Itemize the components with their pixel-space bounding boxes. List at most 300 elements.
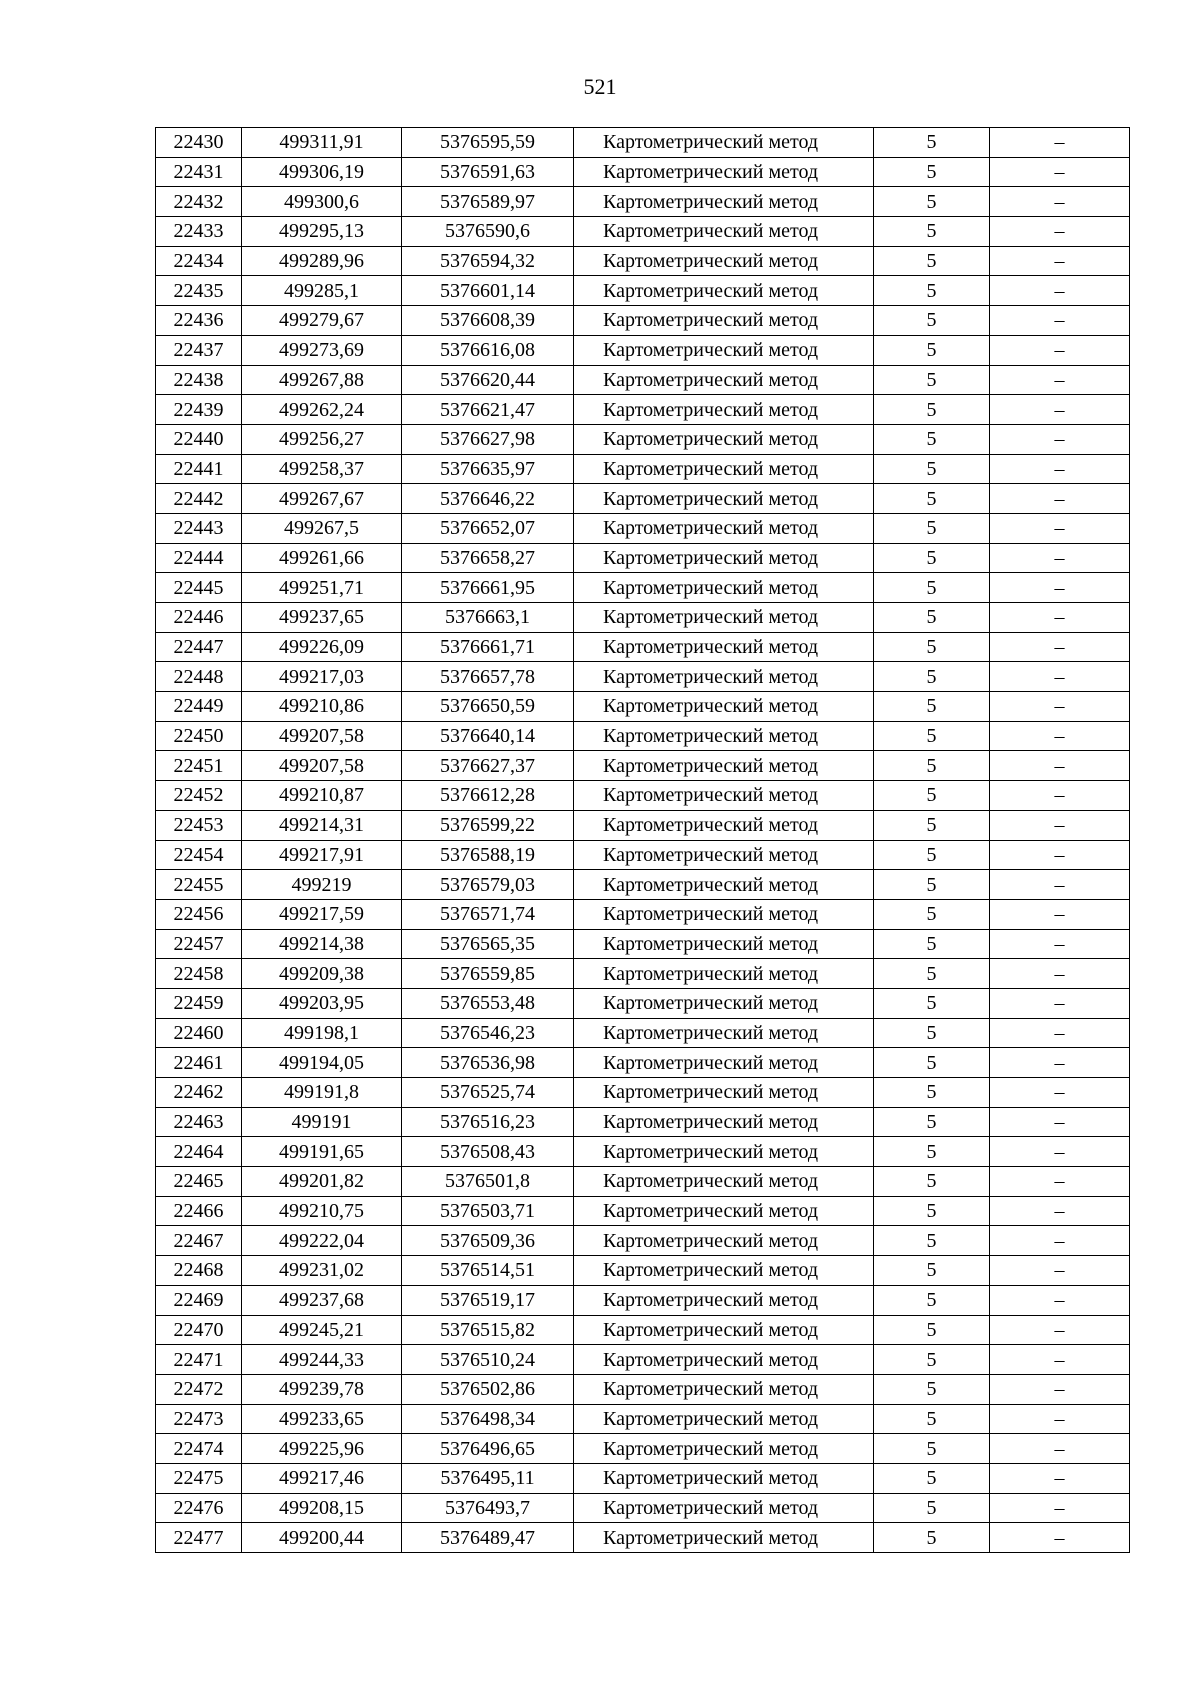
table-row xyxy=(156,543,1130,573)
y-coordinate-cell: 5376559,85 xyxy=(402,959,574,989)
accuracy-cell: 5 xyxy=(874,899,990,929)
table-row xyxy=(156,1493,1130,1523)
method-cell: Картометрический метод xyxy=(574,1493,874,1523)
table-row xyxy=(156,1256,1130,1286)
x-coordinate-cell: 499237,65 xyxy=(242,603,402,633)
method-cell: Картометрический метод xyxy=(574,424,874,454)
method-cell: Картометрический метод xyxy=(574,840,874,870)
x-coordinate-cell: 499219 xyxy=(242,870,402,900)
table-row xyxy=(156,1285,1130,1315)
table-row xyxy=(156,454,1130,484)
y-coordinate-cell: 5376516,23 xyxy=(402,1107,574,1137)
point-number-cell: 22460 xyxy=(156,1018,242,1048)
y-coordinate-cell: 5376616,08 xyxy=(402,335,574,365)
x-coordinate-cell: 499267,88 xyxy=(242,365,402,395)
y-coordinate-cell: 5376498,34 xyxy=(402,1404,574,1434)
accuracy-cell: 5 xyxy=(874,1018,990,1048)
method-cell: Картометрический метод xyxy=(574,1167,874,1197)
method-cell: Картометрический метод xyxy=(574,810,874,840)
point-number-cell: 22433 xyxy=(156,217,242,247)
y-coordinate-cell: 5376595,59 xyxy=(402,128,574,158)
x-coordinate-cell: 499209,38 xyxy=(242,959,402,989)
x-coordinate-cell: 499198,1 xyxy=(242,1018,402,1048)
point-number-cell: 22476 xyxy=(156,1493,242,1523)
table-row xyxy=(156,1167,1130,1197)
table-row xyxy=(156,840,1130,870)
accuracy-cell: 5 xyxy=(874,692,990,722)
x-coordinate-cell: 499267,67 xyxy=(242,484,402,514)
method-cell: Картометрический метод xyxy=(574,1315,874,1345)
x-coordinate-cell: 499191,8 xyxy=(242,1078,402,1108)
description-cell: – xyxy=(990,187,1130,217)
x-coordinate-cell: 499258,37 xyxy=(242,454,402,484)
method-cell: Картометрический метод xyxy=(574,395,874,425)
accuracy-cell: 5 xyxy=(874,573,990,603)
method-cell: Картометрический метод xyxy=(574,1196,874,1226)
x-coordinate-cell: 499210,86 xyxy=(242,692,402,722)
y-coordinate-cell: 5376502,86 xyxy=(402,1374,574,1404)
table-row xyxy=(156,959,1130,989)
method-cell: Картометрический метод xyxy=(574,157,874,187)
accuracy-cell: 5 xyxy=(874,870,990,900)
description-cell: – xyxy=(990,840,1130,870)
table-row xyxy=(156,899,1130,929)
accuracy-cell: 5 xyxy=(874,1256,990,1286)
accuracy-cell: 5 xyxy=(874,929,990,959)
point-number-cell: 22467 xyxy=(156,1226,242,1256)
coordinates-table xyxy=(155,127,1130,1553)
description-cell: – xyxy=(990,988,1130,1018)
method-cell: Картометрический метод xyxy=(574,632,874,662)
method-cell: Картометрический метод xyxy=(574,217,874,247)
x-coordinate-cell: 499203,95 xyxy=(242,988,402,1018)
y-coordinate-cell: 5376519,17 xyxy=(402,1285,574,1315)
accuracy-cell: 5 xyxy=(874,365,990,395)
y-coordinate-cell: 5376621,47 xyxy=(402,395,574,425)
y-coordinate-cell: 5376489,47 xyxy=(402,1523,574,1553)
accuracy-cell: 5 xyxy=(874,424,990,454)
accuracy-cell: 5 xyxy=(874,543,990,573)
accuracy-cell: 5 xyxy=(874,1107,990,1137)
x-coordinate-cell: 499239,78 xyxy=(242,1374,402,1404)
accuracy-cell: 5 xyxy=(874,513,990,543)
x-coordinate-cell: 499210,87 xyxy=(242,781,402,811)
accuracy-cell: 5 xyxy=(874,959,990,989)
description-cell: – xyxy=(990,424,1130,454)
description-cell: – xyxy=(990,899,1130,929)
table-row xyxy=(156,306,1130,336)
point-number-cell: 22446 xyxy=(156,603,242,633)
method-cell: Картометрический метод xyxy=(574,365,874,395)
x-coordinate-cell: 499311,91 xyxy=(242,128,402,158)
description-cell: – xyxy=(990,246,1130,276)
x-coordinate-cell: 499191 xyxy=(242,1107,402,1137)
method-cell: Картометрический метод xyxy=(574,1523,874,1553)
table-row xyxy=(156,1434,1130,1464)
x-coordinate-cell: 499231,02 xyxy=(242,1256,402,1286)
table-row xyxy=(156,1523,1130,1553)
point-number-cell: 22458 xyxy=(156,959,242,989)
method-cell: Картометрический метод xyxy=(574,1404,874,1434)
accuracy-cell: 5 xyxy=(874,1226,990,1256)
page-number: 521 xyxy=(583,74,617,99)
accuracy-cell: 5 xyxy=(874,603,990,633)
point-number-cell: 22450 xyxy=(156,721,242,751)
y-coordinate-cell: 5376608,39 xyxy=(402,306,574,336)
point-number-cell: 22440 xyxy=(156,424,242,454)
method-cell: Картометрический метод xyxy=(574,454,874,484)
y-coordinate-cell: 5376646,22 xyxy=(402,484,574,514)
x-coordinate-cell: 499222,04 xyxy=(242,1226,402,1256)
method-cell: Картометрический метод xyxy=(574,513,874,543)
table-row xyxy=(156,662,1130,692)
description-cell: – xyxy=(990,1018,1130,1048)
table-row xyxy=(156,1374,1130,1404)
table-row xyxy=(156,217,1130,247)
x-coordinate-cell: 499225,96 xyxy=(242,1434,402,1464)
description-cell: – xyxy=(990,335,1130,365)
description-cell: – xyxy=(990,781,1130,811)
y-coordinate-cell: 5376657,78 xyxy=(402,662,574,692)
x-coordinate-cell: 499217,03 xyxy=(242,662,402,692)
x-coordinate-cell: 499201,82 xyxy=(242,1167,402,1197)
method-cell: Картометрический метод xyxy=(574,187,874,217)
point-number-cell: 22441 xyxy=(156,454,242,484)
point-number-cell: 22449 xyxy=(156,692,242,722)
y-coordinate-cell: 5376515,82 xyxy=(402,1315,574,1345)
y-coordinate-cell: 5376571,74 xyxy=(402,899,574,929)
point-number-cell: 22432 xyxy=(156,187,242,217)
point-number-cell: 22462 xyxy=(156,1078,242,1108)
description-cell: – xyxy=(990,306,1130,336)
method-cell: Картометрический метод xyxy=(574,1256,874,1286)
method-cell: Картометрический метод xyxy=(574,662,874,692)
description-cell: – xyxy=(990,454,1130,484)
table-row xyxy=(156,484,1130,514)
accuracy-cell: 5 xyxy=(874,128,990,158)
method-cell: Картометрический метод xyxy=(574,1374,874,1404)
table-row xyxy=(156,1048,1130,1078)
x-coordinate-cell: 499191,65 xyxy=(242,1137,402,1167)
method-cell: Картометрический метод xyxy=(574,484,874,514)
table-row xyxy=(156,1196,1130,1226)
accuracy-cell: 5 xyxy=(874,1374,990,1404)
accuracy-cell: 5 xyxy=(874,751,990,781)
method-cell: Картометрический метод xyxy=(574,1226,874,1256)
y-coordinate-cell: 5376663,1 xyxy=(402,603,574,633)
table-row xyxy=(156,1226,1130,1256)
table-row xyxy=(156,929,1130,959)
x-coordinate-cell: 499245,21 xyxy=(242,1315,402,1345)
description-cell: – xyxy=(990,1493,1130,1523)
y-coordinate-cell: 5376493,7 xyxy=(402,1493,574,1523)
point-number-cell: 22469 xyxy=(156,1285,242,1315)
description-cell: – xyxy=(990,632,1130,662)
table-row xyxy=(156,632,1130,662)
table-row xyxy=(156,246,1130,276)
description-cell: – xyxy=(990,1434,1130,1464)
table-row xyxy=(156,781,1130,811)
x-coordinate-cell: 499207,58 xyxy=(242,751,402,781)
method-cell: Картометрический метод xyxy=(574,751,874,781)
point-number-cell: 22461 xyxy=(156,1048,242,1078)
y-coordinate-cell: 5376579,03 xyxy=(402,870,574,900)
point-number-cell: 22463 xyxy=(156,1107,242,1137)
x-coordinate-cell: 499200,44 xyxy=(242,1523,402,1553)
y-coordinate-cell: 5376620,44 xyxy=(402,365,574,395)
table-row xyxy=(156,692,1130,722)
point-number-cell: 22431 xyxy=(156,157,242,187)
description-cell: – xyxy=(990,513,1130,543)
x-coordinate-cell: 499279,67 xyxy=(242,306,402,336)
point-number-cell: 22445 xyxy=(156,573,242,603)
accuracy-cell: 5 xyxy=(874,1493,990,1523)
point-number-cell: 22430 xyxy=(156,128,242,158)
y-coordinate-cell: 5376496,65 xyxy=(402,1434,574,1464)
table-row xyxy=(156,424,1130,454)
y-coordinate-cell: 5376546,23 xyxy=(402,1018,574,1048)
y-coordinate-cell: 5376627,37 xyxy=(402,751,574,781)
point-number-cell: 22444 xyxy=(156,543,242,573)
x-coordinate-cell: 499273,69 xyxy=(242,335,402,365)
description-cell: – xyxy=(990,276,1130,306)
description-cell: – xyxy=(990,603,1130,633)
description-cell: – xyxy=(990,929,1130,959)
y-coordinate-cell: 5376635,97 xyxy=(402,454,574,484)
y-coordinate-cell: 5376590,6 xyxy=(402,217,574,247)
accuracy-cell: 5 xyxy=(874,246,990,276)
accuracy-cell: 5 xyxy=(874,1315,990,1345)
accuracy-cell: 5 xyxy=(874,988,990,1018)
point-number-cell: 22436 xyxy=(156,306,242,336)
table-row xyxy=(156,128,1130,158)
table-row xyxy=(156,335,1130,365)
y-coordinate-cell: 5376591,63 xyxy=(402,157,574,187)
accuracy-cell: 5 xyxy=(874,1345,990,1375)
description-cell: – xyxy=(990,128,1130,158)
description-cell: – xyxy=(990,810,1130,840)
point-number-cell: 22453 xyxy=(156,810,242,840)
table-row xyxy=(156,395,1130,425)
accuracy-cell: 5 xyxy=(874,1463,990,1493)
method-cell: Картометрический метод xyxy=(574,128,874,158)
point-number-cell: 22456 xyxy=(156,899,242,929)
x-coordinate-cell: 499217,91 xyxy=(242,840,402,870)
accuracy-cell: 5 xyxy=(874,395,990,425)
x-coordinate-cell: 499262,24 xyxy=(242,395,402,425)
y-coordinate-cell: 5376627,98 xyxy=(402,424,574,454)
table-row xyxy=(156,1463,1130,1493)
table-body xyxy=(156,128,1130,1553)
description-cell: – xyxy=(990,1196,1130,1226)
y-coordinate-cell: 5376553,48 xyxy=(402,988,574,1018)
method-cell: Картометрический метод xyxy=(574,692,874,722)
table-row xyxy=(156,603,1130,633)
method-cell: Картометрический метод xyxy=(574,959,874,989)
method-cell: Картометрический метод xyxy=(574,335,874,365)
method-cell: Картометрический метод xyxy=(574,573,874,603)
y-coordinate-cell: 5376514,51 xyxy=(402,1256,574,1286)
x-coordinate-cell: 499306,19 xyxy=(242,157,402,187)
x-coordinate-cell: 499261,66 xyxy=(242,543,402,573)
point-number-cell: 22443 xyxy=(156,513,242,543)
description-cell: – xyxy=(990,1107,1130,1137)
x-coordinate-cell: 499295,13 xyxy=(242,217,402,247)
point-number-cell: 22464 xyxy=(156,1137,242,1167)
accuracy-cell: 5 xyxy=(874,781,990,811)
description-cell: – xyxy=(990,395,1130,425)
point-number-cell: 22437 xyxy=(156,335,242,365)
y-coordinate-cell: 5376601,14 xyxy=(402,276,574,306)
x-coordinate-cell: 499214,38 xyxy=(242,929,402,959)
table-row xyxy=(156,1078,1130,1108)
point-number-cell: 22452 xyxy=(156,781,242,811)
accuracy-cell: 5 xyxy=(874,484,990,514)
table-row xyxy=(156,276,1130,306)
description-cell: – xyxy=(990,1285,1130,1315)
accuracy-cell: 5 xyxy=(874,187,990,217)
point-number-cell: 22475 xyxy=(156,1463,242,1493)
description-cell: – xyxy=(990,1463,1130,1493)
x-coordinate-cell: 499210,75 xyxy=(242,1196,402,1226)
table-row xyxy=(156,365,1130,395)
method-cell: Картометрический метод xyxy=(574,543,874,573)
point-number-cell: 22472 xyxy=(156,1374,242,1404)
description-cell: – xyxy=(990,157,1130,187)
method-cell: Картометрический метод xyxy=(574,1137,874,1167)
y-coordinate-cell: 5376525,74 xyxy=(402,1078,574,1108)
x-coordinate-cell: 499233,65 xyxy=(242,1404,402,1434)
point-number-cell: 22448 xyxy=(156,662,242,692)
table-row xyxy=(156,751,1130,781)
point-number-cell: 22447 xyxy=(156,632,242,662)
table-row xyxy=(156,1404,1130,1434)
table-row xyxy=(156,1345,1130,1375)
y-coordinate-cell: 5376503,71 xyxy=(402,1196,574,1226)
accuracy-cell: 5 xyxy=(874,1285,990,1315)
method-cell: Картометрический метод xyxy=(574,870,874,900)
y-coordinate-cell: 5376640,14 xyxy=(402,721,574,751)
table-row xyxy=(156,870,1130,900)
method-cell: Картометрический метод xyxy=(574,1018,874,1048)
y-coordinate-cell: 5376599,22 xyxy=(402,810,574,840)
point-number-cell: 22459 xyxy=(156,988,242,1018)
x-coordinate-cell: 499207,58 xyxy=(242,721,402,751)
method-cell: Картометрический метод xyxy=(574,246,874,276)
point-number-cell: 22457 xyxy=(156,929,242,959)
x-coordinate-cell: 499226,09 xyxy=(242,632,402,662)
table-row xyxy=(156,187,1130,217)
accuracy-cell: 5 xyxy=(874,335,990,365)
x-coordinate-cell: 499267,5 xyxy=(242,513,402,543)
description-cell: – xyxy=(990,1374,1130,1404)
point-number-cell: 22468 xyxy=(156,1256,242,1286)
description-cell: – xyxy=(990,1315,1130,1345)
x-coordinate-cell: 499217,59 xyxy=(242,899,402,929)
point-number-cell: 22455 xyxy=(156,870,242,900)
method-cell: Картометрический метод xyxy=(574,781,874,811)
description-cell: – xyxy=(990,1137,1130,1167)
description-cell: – xyxy=(990,1226,1130,1256)
accuracy-cell: 5 xyxy=(874,1167,990,1197)
y-coordinate-cell: 5376661,71 xyxy=(402,632,574,662)
method-cell: Картометрический метод xyxy=(574,899,874,929)
accuracy-cell: 5 xyxy=(874,454,990,484)
accuracy-cell: 5 xyxy=(874,1137,990,1167)
x-coordinate-cell: 499208,15 xyxy=(242,1493,402,1523)
point-number-cell: 22473 xyxy=(156,1404,242,1434)
description-cell: – xyxy=(990,692,1130,722)
method-cell: Картометрический метод xyxy=(574,1434,874,1464)
accuracy-cell: 5 xyxy=(874,276,990,306)
point-number-cell: 22470 xyxy=(156,1315,242,1345)
y-coordinate-cell: 5376536,98 xyxy=(402,1048,574,1078)
table-row xyxy=(156,1107,1130,1137)
accuracy-cell: 5 xyxy=(874,157,990,187)
point-number-cell: 22442 xyxy=(156,484,242,514)
y-coordinate-cell: 5376658,27 xyxy=(402,543,574,573)
description-cell: – xyxy=(990,1167,1130,1197)
y-coordinate-cell: 5376588,19 xyxy=(402,840,574,870)
method-cell: Картометрический метод xyxy=(574,276,874,306)
y-coordinate-cell: 5376510,24 xyxy=(402,1345,574,1375)
accuracy-cell: 5 xyxy=(874,1434,990,1464)
method-cell: Картометрический метод xyxy=(574,1107,874,1137)
point-number-cell: 22438 xyxy=(156,365,242,395)
point-number-cell: 22471 xyxy=(156,1345,242,1375)
method-cell: Картометрический метод xyxy=(574,1463,874,1493)
x-coordinate-cell: 499237,68 xyxy=(242,1285,402,1315)
point-number-cell: 22477 xyxy=(156,1523,242,1553)
description-cell: – xyxy=(990,1523,1130,1553)
y-coordinate-cell: 5376509,36 xyxy=(402,1226,574,1256)
accuracy-cell: 5 xyxy=(874,662,990,692)
description-cell: – xyxy=(990,1078,1130,1108)
table-row xyxy=(156,1315,1130,1345)
y-coordinate-cell: 5376661,95 xyxy=(402,573,574,603)
y-coordinate-cell: 5376650,59 xyxy=(402,692,574,722)
description-cell: – xyxy=(990,543,1130,573)
description-cell: – xyxy=(990,573,1130,603)
x-coordinate-cell: 499194,05 xyxy=(242,1048,402,1078)
y-coordinate-cell: 5376594,32 xyxy=(402,246,574,276)
method-cell: Картометрический метод xyxy=(574,1078,874,1108)
x-coordinate-cell: 499214,31 xyxy=(242,810,402,840)
point-number-cell: 22454 xyxy=(156,840,242,870)
table-row xyxy=(156,988,1130,1018)
description-cell: – xyxy=(990,1256,1130,1286)
description-cell: – xyxy=(990,1345,1130,1375)
method-cell: Картометрический метод xyxy=(574,1048,874,1078)
x-coordinate-cell: 499285,1 xyxy=(242,276,402,306)
method-cell: Картометрический метод xyxy=(574,603,874,633)
accuracy-cell: 5 xyxy=(874,1523,990,1553)
x-coordinate-cell: 499300,6 xyxy=(242,187,402,217)
point-number-cell: 22451 xyxy=(156,751,242,781)
method-cell: Картометрический метод xyxy=(574,929,874,959)
y-coordinate-cell: 5376495,11 xyxy=(402,1463,574,1493)
table-row xyxy=(156,573,1130,603)
description-cell: – xyxy=(990,365,1130,395)
method-cell: Картометрический метод xyxy=(574,1345,874,1375)
accuracy-cell: 5 xyxy=(874,1404,990,1434)
x-coordinate-cell: 499251,71 xyxy=(242,573,402,603)
x-coordinate-cell: 499289,96 xyxy=(242,246,402,276)
method-cell: Картометрический метод xyxy=(574,988,874,1018)
x-coordinate-cell: 499244,33 xyxy=(242,1345,402,1375)
method-cell: Картометрический метод xyxy=(574,306,874,336)
x-coordinate-cell: 499256,27 xyxy=(242,424,402,454)
